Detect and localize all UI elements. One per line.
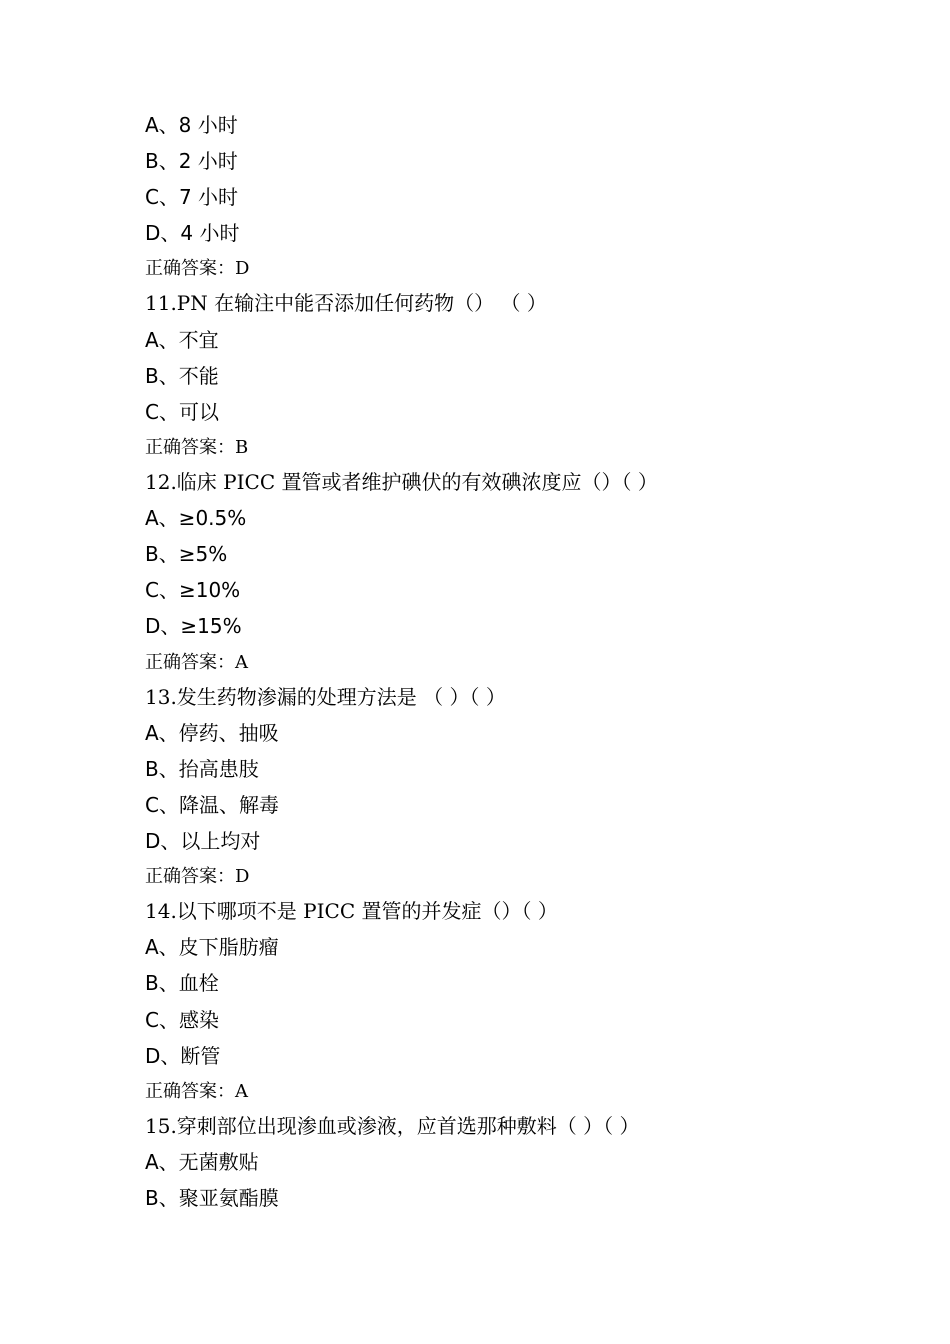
option-line: D、断管 xyxy=(145,1044,221,1068)
question-line: 13.发生药物渗漏的处理方法是 （ ）（ ） xyxy=(145,685,506,709)
option-line: B、不能 xyxy=(145,364,219,388)
option-line: C、7 小时 xyxy=(145,185,239,209)
option-line: D、以上均对 xyxy=(145,829,261,853)
option-line: C、感染 xyxy=(145,1008,219,1032)
option-line: A、8 小时 xyxy=(145,113,238,137)
option-line: B、2 小时 xyxy=(145,149,238,173)
option-line: B、抬高患肢 xyxy=(145,757,259,781)
option-line: D、4 小时 xyxy=(145,221,240,245)
question-line: 12.临床 PICC 置管或者维护碘伏的有效碘浓度应（）（ ） xyxy=(145,470,658,494)
option-line: B、血栓 xyxy=(145,971,219,995)
answer-line: 正确答案：A xyxy=(145,1081,248,1102)
answer-line: 正确答案：B xyxy=(145,437,249,458)
question-line: 15.穿刺部位出现渗血或渗液，应首选那种敷料（ ）（ ） xyxy=(145,1114,640,1138)
answer-line: 正确答案：D xyxy=(145,866,250,887)
answer-line: 正确答案：A xyxy=(145,652,248,673)
option-line: B、≥5% xyxy=(145,542,228,566)
option-line: A、无菌敷贴 xyxy=(145,1150,259,1174)
question-line: 11.PN 在输注中能否添加任何药物（） （ ） xyxy=(145,291,547,315)
option-line: D、≥15% xyxy=(145,614,242,638)
option-line: C、可以 xyxy=(145,400,219,424)
option-line: A、停药、抽吸 xyxy=(145,721,279,745)
option-line: C、≥10% xyxy=(145,578,241,602)
option-line: A、≥0.5% xyxy=(145,506,247,530)
answer-line: 正确答案：D xyxy=(145,258,250,279)
option-line: C、降温、解毒 xyxy=(145,793,279,817)
question-line: 14.以下哪项不是 PICC 置管的并发症（）（ ） xyxy=(145,899,558,923)
option-line: A、皮下脂肪瘤 xyxy=(145,935,279,959)
option-line: B、聚亚氨酯膜 xyxy=(145,1186,279,1210)
option-line: A、不宜 xyxy=(145,328,219,352)
